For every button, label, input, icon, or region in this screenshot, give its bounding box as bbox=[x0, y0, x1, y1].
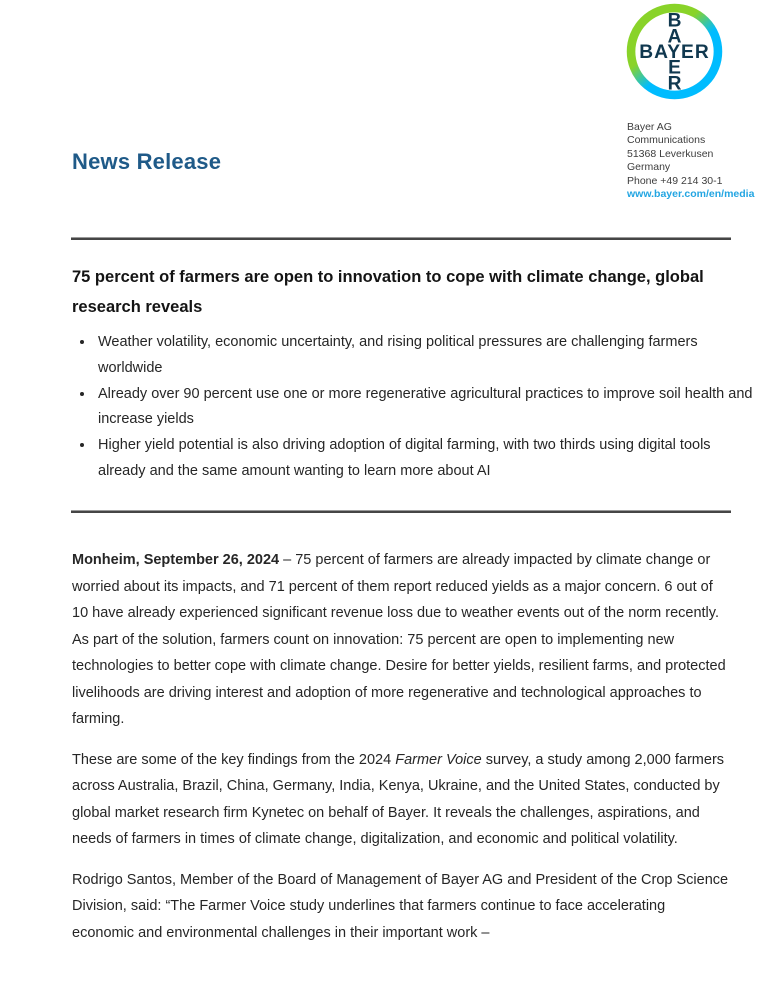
summary-bullet: • Higher yield potential is also driving adoption of digital farming, with two thirds using digital tools already and the same amount wanting to learn more about AI bbox=[95, 433, 753, 485]
paragraph-text: These are some of the key findings from the 2024 bbox=[72, 751, 396, 768]
contact-postal: 51368 Leverkusen bbox=[627, 147, 714, 160]
survey-name-italic: Farmer Voice bbox=[395, 751, 482, 768]
contact-department: Communications bbox=[627, 134, 706, 147]
page-title: News Release bbox=[72, 149, 222, 174]
dateline-lead: Monheim, September 26, 2024 bbox=[72, 552, 280, 568]
bayer-logo-word: BAYER bbox=[639, 42, 710, 64]
bayer-logo-vertical-letter: A bbox=[667, 26, 682, 48]
paragraph-survey bbox=[72, 747, 730, 853]
article-body bbox=[72, 547, 730, 960]
media-website-link[interactable]: www.bayer.com/en/media bbox=[627, 188, 755, 201]
paragraph-text: survey, a study among 2,000 farmers across Australia, Brazil, China, Germany, India, Kenya, Ukraine, and the United States, conducted by global market research firm Kynetec on behalf of Bayer. It reveals the challenges, aspirations, and needs of farmers in times of climate change, digitalization, and economic and political volatility. bbox=[72, 751, 725, 847]
paragraph-text: – 75 percent of farmers are already impacted by climate change or worried about its impacts, and 71 percent of them report reduced yields as a major concern. 6 out of 10 have already experienced significant revenue loss due to weather events out of the norm recently. As part of the solution, farmers count on innovation: 75 percent are open to implementing new technologies to better cope with climate change. Desire for better yields, resilient farms, and protected livelihoods are driving interest and adoption of more regenerative and technological approaches to farming. bbox=[72, 552, 726, 727]
horizontal-rule-top bbox=[71, 237, 731, 240]
bayer-logo-vertical-letter: R bbox=[667, 73, 682, 95]
contact-phone: Phone +49 214 30-1 bbox=[627, 174, 723, 187]
contact-company: Bayer AG bbox=[627, 121, 672, 133]
bayer-logo-vertical-letter: E bbox=[668, 57, 681, 79]
horizontal-rule-bottom bbox=[71, 510, 731, 513]
summary-bullet-list bbox=[72, 330, 753, 485]
contact-block bbox=[627, 121, 754, 201]
bayer-logo-icon bbox=[626, 3, 723, 100]
article-headline: 75 percent of farmers are open to innovation to cope with climate change, global research reveals bbox=[72, 268, 704, 316]
paragraph-text: Rodrigo Santos, Member of the Board of Management of Bayer AG and President of the Crop Science Division, said: “The Farmer Voice study underlines that farmers continue to face accelerating economic and environmental challenges in their important work – bbox=[72, 871, 729, 941]
bayer-logo-vertical-letter: B bbox=[667, 10, 682, 32]
contact-country: Germany bbox=[627, 161, 671, 174]
summary-bullet: • Weather volatility, economic uncertainty, and rising political pressures are challenging farmers worldwide bbox=[95, 330, 753, 382]
paragraph-quote bbox=[72, 867, 730, 947]
summary-bullet: • Already over 90 percent use one or more regenerative agricultural practices to improve soil health and increase yields bbox=[95, 382, 753, 434]
paragraph-dateline bbox=[72, 547, 730, 733]
